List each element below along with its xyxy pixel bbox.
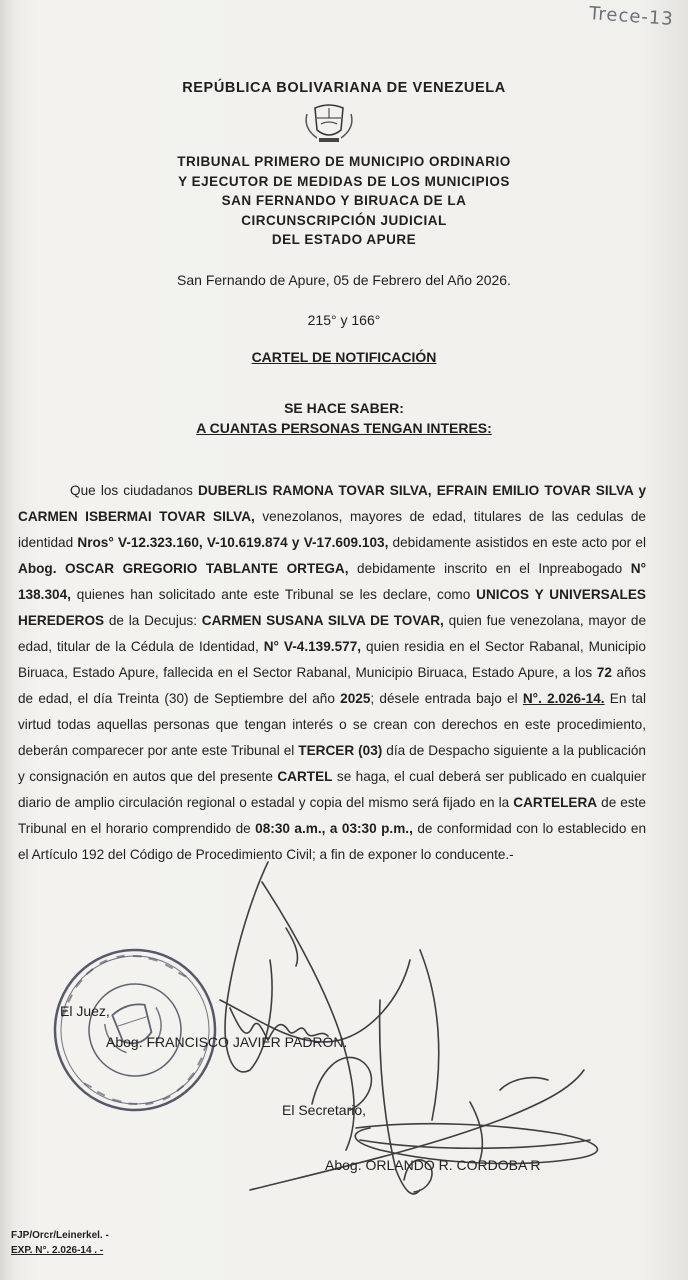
body-bold: Abog. OSCAR GREGORIO TABLANTE ORTEGA, [18,561,349,576]
body-bold: 72 [596,665,612,680]
body-text: venezolanos, mayores de edad, titulares de las cedulas de identidad [18,509,646,550]
tribunal-line: CIRCUNSCRIPCIÓN JUDICIAL [241,212,447,228]
body-text: debidamente asistidos en este acto por el [388,535,646,550]
republic-heading: REPÚBLICA BOLIVARIANA DE VENEZUELA [182,80,506,96]
coat-of-arms-icon [301,100,357,144]
handwritten-note: Trece-13 [588,3,675,30]
body-text: quien residia en el Sector Rabanal, Municipio Biruaca, Estado Apure, fallecida en el Sector Rabanal, Municipio Biruaca, Estado Apure, a los [18,639,646,680]
tribunal-line: DEL ESTADO APURE [271,232,417,247]
body-text: día de Despacho siguiente a la publicación y consignación en autos que del presente [18,743,646,784]
judge-label: El Juez, [60,1003,110,1019]
body-text: de este Tribunal en el horario comprendido de [18,795,646,836]
body-bold: CARTEL [277,769,333,784]
document-initials: FJP/Orcr/Leinerkel. - [11,1230,109,1241]
body-text: de conformidad con lo establecido en el Artículo 192 del Código de Procedimiento Civil; a fin de exponer lo conducente.- [18,821,647,862]
tribunal-line: TRIBUNAL PRIMERO DE MUNICIPIO ORDINARIO [177,154,511,169]
expediente-number: EXP. N°. 2.026-14 . - [11,1245,104,1256]
body-text: se haga, el cual deberá ser publicado en cualquier diario de amplio circulación regional o estadal y copia del mismo será fijado en la [18,769,646,810]
body-bold: Nros° V-12.323.160, V-10.619.874 y V-17.609.103, [77,535,389,550]
secretary-label: El Secretario, [282,1102,367,1118]
place-date: San Fernando de Apure, 05 de Febrero del Año 2026. [177,272,511,288]
body-text: quienes han solicitado ante este Tribunal se les declare, como [70,587,477,602]
expediente-reference: N°. 2.026-14. [522,691,605,706]
tribunal-heading [0,152,688,250]
tribunal-line: SAN FERNANDO Y BIRUACA DE LA [221,193,467,208]
body-text: Que los ciudadanos [70,483,198,498]
judge-name: Abog. FRANCISCO JAVIER PADRON. [106,1034,348,1050]
body-text: años de edad, el día Treinta (30) de Septiembre del año [18,665,646,706]
body-bold: DUBERLIS RAMONA TOVAR SILVA, EFRAIN EMILIO TOVAR SILVA y CARMEN ISBERMAI TOVAR SILVA, [18,483,646,524]
body-text: de la Decujus: [104,613,202,628]
hace-saber-heading: SE HACE SABER: [284,400,404,416]
body-bold: N° V-4.139.577, [263,639,362,654]
body-bold: TERCER (03) [298,743,383,758]
body-text: quien fue venezolana, mayor de edad, titular de la Cédula de Identidad, [18,613,647,654]
body-bold: CARTELERA [513,795,598,810]
tribunal-line: Y EJECUTOR DE MEDIDAS DE LOS MUNICIPIOS [178,173,510,189]
body-bold: N° 138.304, [18,561,647,602]
a-cuantas-heading: A CUANTAS PERSONAS TENGAN INTERES: [196,420,492,436]
years-line: 215° y 166° [307,312,381,328]
secretary-name: Abog. ORLANDO R. CORDOBA R [325,1157,541,1173]
document-title: CARTEL DE NOTIFICACIÓN [251,349,437,365]
court-seal-stamp [50,945,220,1115]
body-text: En tal virtud todas aquellas personas que tengan interés o se crean con derechos en este procedimiento, deberán comparecer por ante este Tribunal el [18,691,647,758]
body-bold: 2025 [340,691,371,706]
body-text: debidamente inscrito en el Inpreabogado [348,561,631,576]
body-bold: 08:30 a.m., a 03:30 p.m., [255,821,413,836]
body-text: ; désele entrada bajo el [370,691,523,706]
body-bold: UNICOS Y UNIVERSALES HEREDEROS [18,587,646,628]
notice-body [18,478,646,868]
body-bold: CARMEN SUSANA SILVA DE TOVAR, [201,613,444,628]
